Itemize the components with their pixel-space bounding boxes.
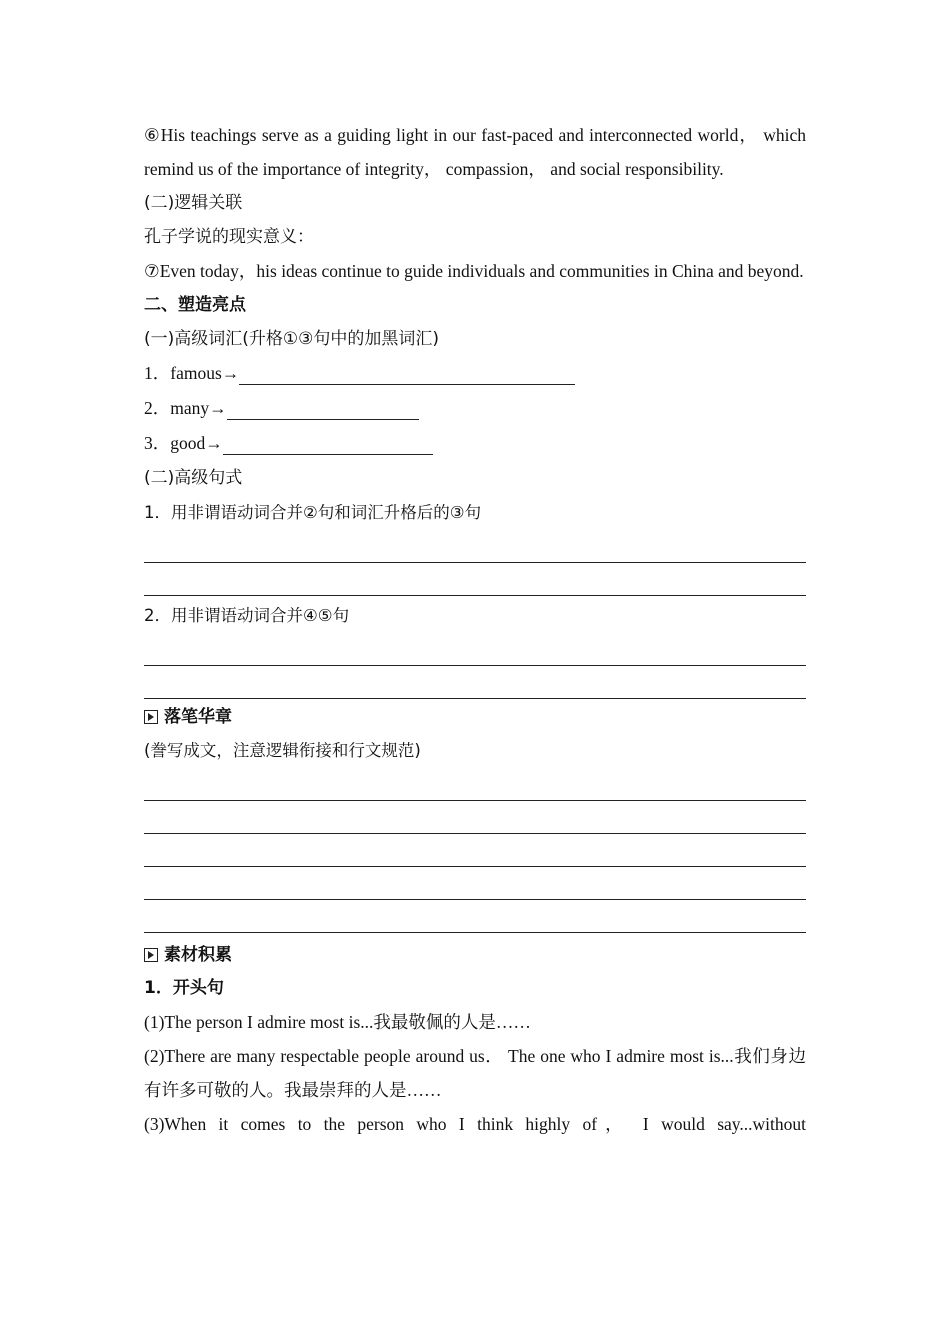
answer-blank[interactable] (227, 397, 419, 420)
writing-line[interactable] (144, 867, 806, 900)
paragraph-6: ⑥His teachings serve as a guiding light in our fast-paced and interconnected world， which remind us of the importance of integrity， compassion， and social responsibility. (144, 125, 806, 179)
logic-heading: (二)逻辑关联 (144, 193, 243, 213)
vocab-item-word: many→ (170, 398, 227, 418)
section-write-heading (144, 701, 806, 733)
answer-line[interactable] (144, 530, 806, 563)
answer-blank[interactable] (223, 432, 433, 455)
opening-heading: 1．开头句 (144, 978, 224, 998)
answer-line[interactable] (144, 666, 806, 699)
answer-line[interactable] (144, 633, 806, 666)
play-box-icon (144, 948, 158, 962)
writing-line[interactable] (144, 801, 806, 834)
phrase-2: (2)There are many respectable people around us． The one who I admire most is...我们身边有许多可敬的人。我最崇拜的人是…… (144, 1046, 806, 1100)
section-write-title: 落笔华章 (164, 707, 232, 727)
write-instruction: (誊写成文，注意逻辑衔接和行文规范) (144, 741, 421, 760)
writing-line[interactable] (144, 768, 806, 801)
vocab-item-word: good→ (170, 433, 223, 453)
vocab-item-2 (144, 391, 806, 426)
answer-line[interactable] (144, 563, 806, 596)
sentence-task-2: 2．用非谓语动词合并④⑤句 (144, 606, 350, 625)
vocab-item-word: famous→ (170, 363, 240, 383)
vocab-item-number: 3． (144, 433, 171, 453)
vocab-heading: (一)高级词汇(升格①③句中的加黑词汇) (144, 329, 440, 349)
writing-line[interactable] (144, 900, 806, 933)
answer-blank[interactable] (239, 362, 575, 385)
part2-heading: 二、塑造亮点 (144, 295, 246, 315)
phrase-3: (3)When it comes to the person who I think highly of， I would say...without (144, 1114, 806, 1134)
sentence-heading: (二)高级句式 (144, 468, 243, 488)
vocab-item-1 (144, 356, 806, 391)
sentence-task-1: 1．用非谓语动词合并②句和词汇升格后的③句 (144, 503, 482, 522)
section-material-title: 素材积累 (164, 945, 232, 965)
play-box-icon (144, 710, 158, 724)
vocab-item-3 (144, 426, 806, 461)
vocab-item-number: 2． (144, 398, 171, 418)
paragraph-7: ⑦Even today，his ideas continue to guide individuals and communities in China and beyond. (144, 261, 804, 281)
document-page (144, 118, 806, 1141)
writing-line[interactable] (144, 834, 806, 867)
confucius-label: 孔子学说的现实意义： (144, 227, 314, 247)
phrase-1: (1)The person I admire most is...我最敬佩的人是…… (144, 1012, 531, 1032)
vocab-item-number: 1． (144, 363, 171, 383)
section-material-heading (144, 939, 806, 971)
